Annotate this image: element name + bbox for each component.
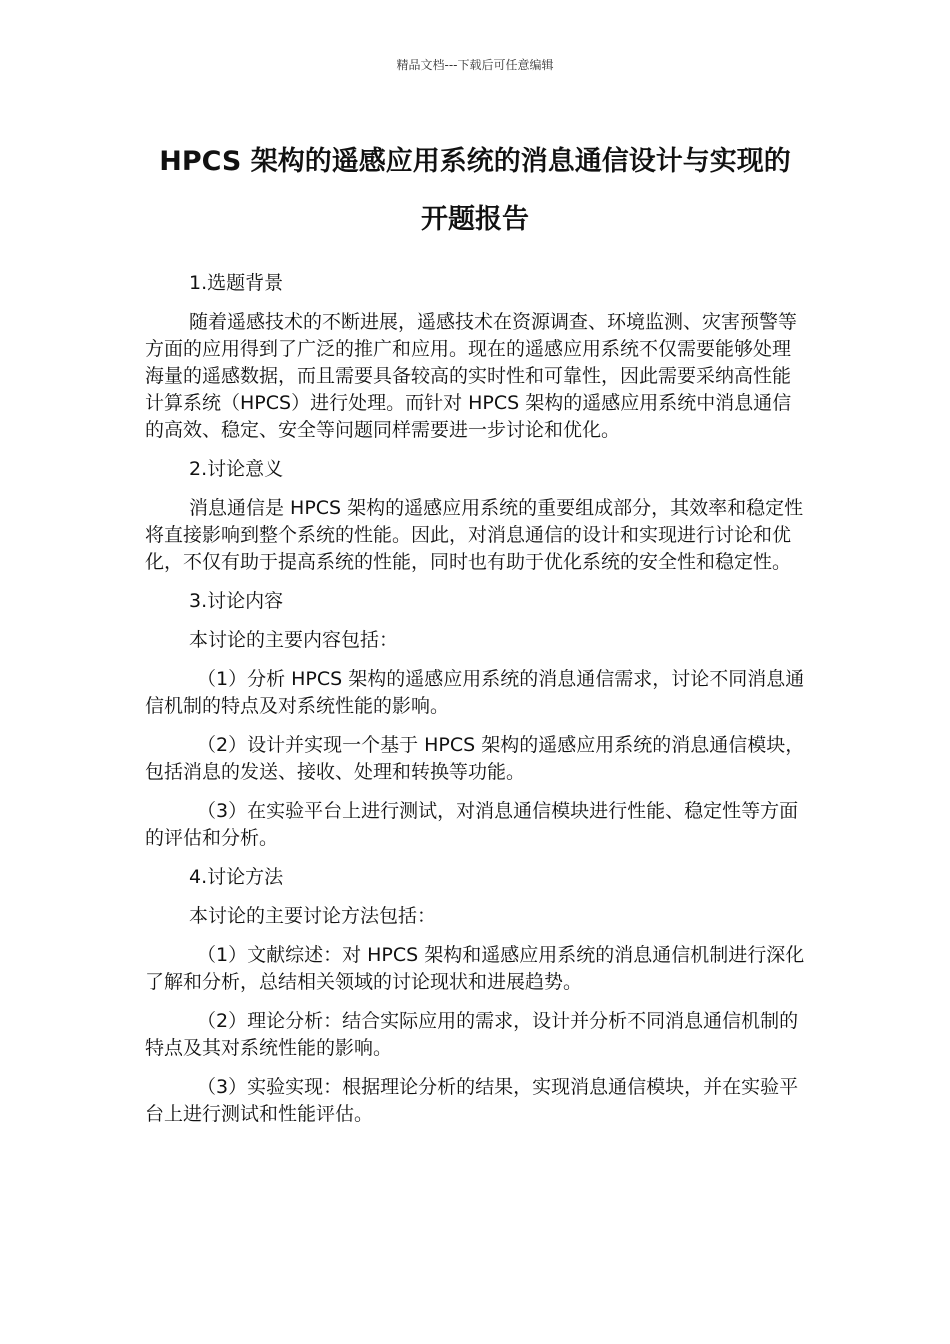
document-title xyxy=(130,133,820,249)
content-item-2: （2）设计并实现一个基于 HPCS 架构的遥感应用系统的消息通信模块，包括消息的发送、接收、处理和转换等功能。 xyxy=(145,734,805,783)
methods-item-1: （1）文献综述：对 HPCS 架构和遥感应用系统的消息通信机制进行深化了解和分析，总结相关领域的讨论现状和进展趋势。 xyxy=(145,944,805,993)
content-intro: 本讨论的主要内容包括： xyxy=(189,629,399,651)
page-header: 精品文档---下载后可任意编辑 xyxy=(396,58,554,72)
section-heading-methods: 4.讨论方法 xyxy=(189,866,284,888)
methods-intro: 本讨论的主要讨论方法包括： xyxy=(189,905,437,927)
content-item-3: （3）在实验平台上进行测试，对消息通信模块进行性能、稳定性等方面的评估和分析。 xyxy=(145,800,799,849)
section-heading-background: 1.选题背景 xyxy=(189,272,284,294)
background-paragraph: 随着遥感技术的不断进展，遥感技术在资源调查、环境监测、灾害预警等方面的应用得到了广泛的推广和应用。现在的遥感应用系统不仅需要能够处理海量的遥感数据，而且需要具备较高的实时性和可靠性，因此需要采纳高性能计算系统（HPCS）进行处理。而针对 HPCS 架构的遥感应用系统中消息通信的高效、稳定、安全等问题同样需要进一步讨论和优化。 xyxy=(145,311,798,441)
section-heading-content: 3.讨论内容 xyxy=(189,590,284,612)
document-body xyxy=(145,270,807,1140)
significance-paragraph: 消息通信是 HPCS 架构的遥感应用系统的重要组成部分，其效率和稳定性将直接影响到整个系统的性能。因此，对消息通信的设计和实现进行讨论和优化，不仅有助于提高系统的性能，同时也有助于优化系统的安全性和稳定性。 xyxy=(145,497,804,573)
methods-item-3: （3）实验实现：根据理论分析的结果，实现消息通信模块，并在实验平台上进行测试和性能评估。 xyxy=(145,1076,799,1125)
section-heading-significance: 2.讨论意义 xyxy=(189,458,284,480)
methods-item-2: （2）理论分析：结合实际应用的需求，设计并分析不同消息通信机制的特点及其对系统性能的影响。 xyxy=(145,1010,799,1059)
content-item-1: （1）分析 HPCS 架构的遥感应用系统的消息通信需求，讨论不同消息通信机制的特点及对系统性能的影响。 xyxy=(145,668,805,717)
title-line-1: HPCS 架构的遥感应用系统的消息通信设计与实现的 xyxy=(159,146,791,177)
title-line-2: 开题报告 xyxy=(421,204,529,235)
